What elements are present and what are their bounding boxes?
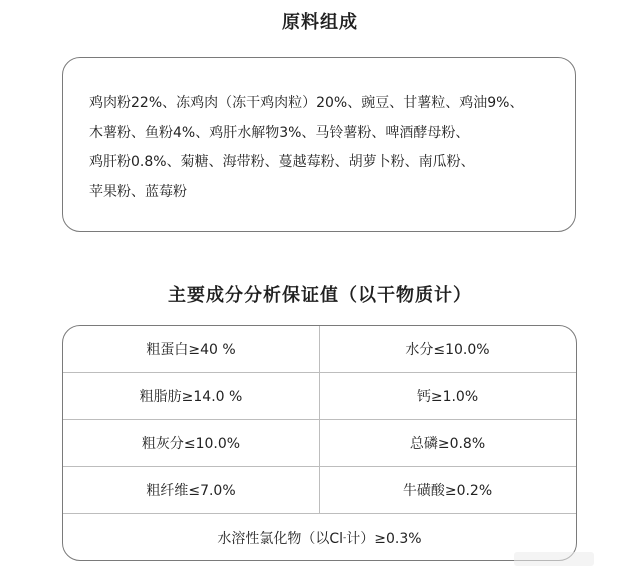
chloride-prefix: 水溶性氯化物（以Cl [217, 530, 344, 547]
table-cell-water-soluble-chloride: 水溶性氯化物（以Cl - 计）≥0.3% [63, 514, 576, 561]
table-cell-total-phosphorus: 总磷≥0.8% [409, 436, 486, 452]
table-cell-crude-fat: 粗脂肪≥14.0 % [63, 373, 320, 419]
ingredients-title: 原料组成 [282, 12, 358, 33]
ingredients-line: 鸡肝粉0.8%、菊糖、海带粉、蔓越莓粉、胡萝卜粉、南瓜粉、 [89, 154, 475, 170]
table-cell-crude-ash: 粗灰分≤10.0% [63, 420, 320, 466]
table-row [63, 326, 576, 373]
table-cell-crude-protein: 粗蛋白≥40 % [63, 326, 320, 372]
ingredients-line: 苹果粉、蓝莓粉 [89, 183, 187, 200]
table-cell-moisture: 水分≤10.0% [405, 342, 490, 358]
ingredients-line: 鸡肉粉22%、冻鸡肉（冻干鸡肉粒）20%、豌豆、甘薯粒、鸡油9%、 [89, 95, 524, 111]
chloride-suffix: 计）≥0.3% [346, 530, 422, 547]
table-row [63, 420, 576, 467]
table-row [63, 467, 576, 514]
table-row [63, 514, 576, 561]
table-row [63, 373, 576, 420]
ingredients-line: 木薯粉、鱼粉4%、鸡肝水解物3%、马铃薯粉、啤酒酵母粉、 [89, 124, 470, 141]
ingredients-box [62, 57, 576, 232]
table-cell-calcium: 钙≥1.0% [416, 389, 479, 405]
table-cell-crude-fiber: 粗纤维≤7.0% [63, 467, 320, 513]
analysis-title: 主要成分分析保证值（以干物质计） [168, 285, 472, 306]
analysis-table [62, 325, 577, 561]
table-cell-taurine: 牛磺酸≥0.2% [402, 483, 493, 499]
watermark [514, 552, 594, 566]
